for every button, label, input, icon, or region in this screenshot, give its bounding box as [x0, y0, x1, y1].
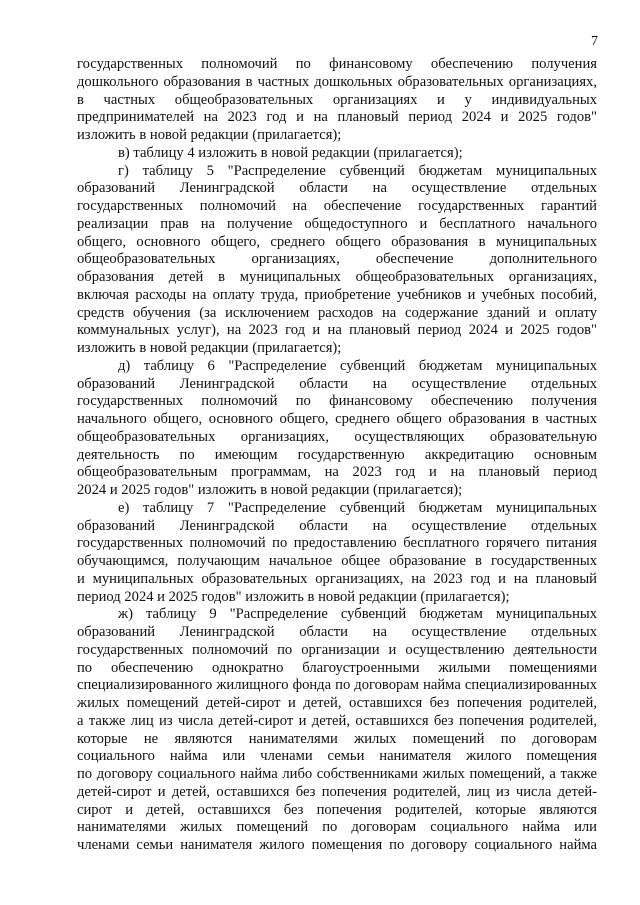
text-line: жилых помещений детей-сирот и детей, оставшихся без попечения родителей,: [77, 695, 597, 711]
text-line: государственных полномочий по организации и осуществлению деятельности: [77, 641, 597, 658]
text-line: государственных полномочий по предоставлению бесплатного горячего питания: [77, 535, 597, 552]
text-line: период 2024 и 2025 годов" изложить в новой редакции (прилагается);: [77, 588, 510, 605]
text-line: д) таблицу 6 "Распределение субвенций бюджетам муниципальных: [118, 357, 597, 374]
text-line: образования детей в муниципальных общеобразовательных организациях,: [77, 269, 597, 285]
text-line: по обеспечению однократно благоустроенными жилыми помещениями: [77, 659, 597, 676]
text-line: предпринимателей на 2023 год и на плановый период 2024 и 2025 годов": [77, 109, 597, 126]
text-line: общего, основного общего, среднего общего образования в муниципальных: [77, 233, 597, 250]
text-line: в) таблицу 4 изложить в новой редакции (прилагается);: [118, 144, 463, 161]
text-line: социального найма или членами семьи нанимателя жилого помещения: [77, 748, 597, 765]
page-number: 7: [591, 34, 598, 49]
text-line: нанимателями жилых помещений по договорам социального найма или: [77, 819, 597, 836]
text-line: дошкольного образования в частных дошкольных образовательных организациях,: [77, 73, 597, 90]
text-line: е) таблицу 7 "Распределение субвенций бюджетам муниципальных: [118, 499, 597, 516]
text-line: а также лиц из числа детей-сирот и детей, оставшихся без попечения родителей,: [77, 712, 597, 729]
text-line: специализированного жилищного фонда по договорам найма специализированных: [77, 677, 597, 694]
text-line: общеобразовательных организациях, обеспечение дополнительного: [77, 251, 597, 268]
text-line: детей-сирот и детей, оставшихся без попечения родителей, лиц из числа детей-: [77, 783, 597, 800]
text-line: изложить в новой редакции (прилагается);: [77, 127, 342, 143]
text-line: общеобразовательным программам, на 2023 год и на плановый период: [77, 464, 597, 481]
text-line: и муниципальных образовательных организациях, на 2023 год и на плановый: [77, 570, 597, 587]
text-line: членами семьи нанимателя жилого помещения по договору социального найма: [77, 837, 597, 853]
text-line: коммунальных услуг), на 2023 год и на плановый период 2024 и 2025 годов": [77, 322, 597, 339]
text-line: государственных полномочий на обеспечение государственных гарантий: [77, 198, 597, 214]
text-line: изложить в новой редакции (прилагается);: [77, 340, 342, 356]
text-line: ж) таблицу 9 "Распределение субвенций бюджетам муниципальных: [118, 606, 597, 623]
text-line: г) таблицу 5 "Распределение субвенций бюджетам муниципальных: [118, 162, 597, 179]
text-line: в частных общеобразовательных организациях и у индивидуальных: [77, 91, 597, 108]
text-line: начального общего, основного общего, среднего общего образования в частных: [77, 411, 597, 427]
text-line: государственных полномочий по финансовому обеспечению получения: [77, 393, 597, 410]
text-line: средств обучения (за исключением расходов на содержание зданий и оплату: [77, 304, 597, 321]
text-line: 2024 и 2025 годов" изложить в новой редакции (прилагается);: [77, 482, 463, 498]
text-line: сирот и детей, оставшихся без попечения родителей, которые являются: [77, 801, 597, 818]
text-line: образований Ленинградской области на осуществление отдельных: [77, 517, 597, 534]
document-body: [77, 56, 597, 855]
text-line: обучающимся, получающим начальное общее образование в государственных: [77, 553, 597, 569]
text-line: образований Ленинградской области на осуществление отдельных: [77, 375, 597, 392]
text-line: которые не являются нанимателями жилых помещений по договорам: [77, 730, 597, 747]
text-line: деятельность по имеющим государственную аккредитацию основным: [77, 446, 597, 463]
text-line: общеобразовательных организациях, осуществляющих образовательную: [77, 428, 597, 445]
text-line: по договору социального найма либо собственниками жилых помещений, а также: [77, 766, 597, 782]
text-line: образований Ленинградской области на осуществление отдельных: [77, 180, 597, 197]
text-line: включая расходы на оплату труда, приобретение учебников и учебных пособий,: [77, 286, 597, 303]
text-line: образований Ленинградской области на осуществление отдельных: [77, 624, 597, 640]
text-line: реализации прав на получение общедоступного и бесплатного начального: [77, 215, 597, 232]
text-line: государственных полномочий по финансовому обеспечению получения: [77, 56, 597, 72]
